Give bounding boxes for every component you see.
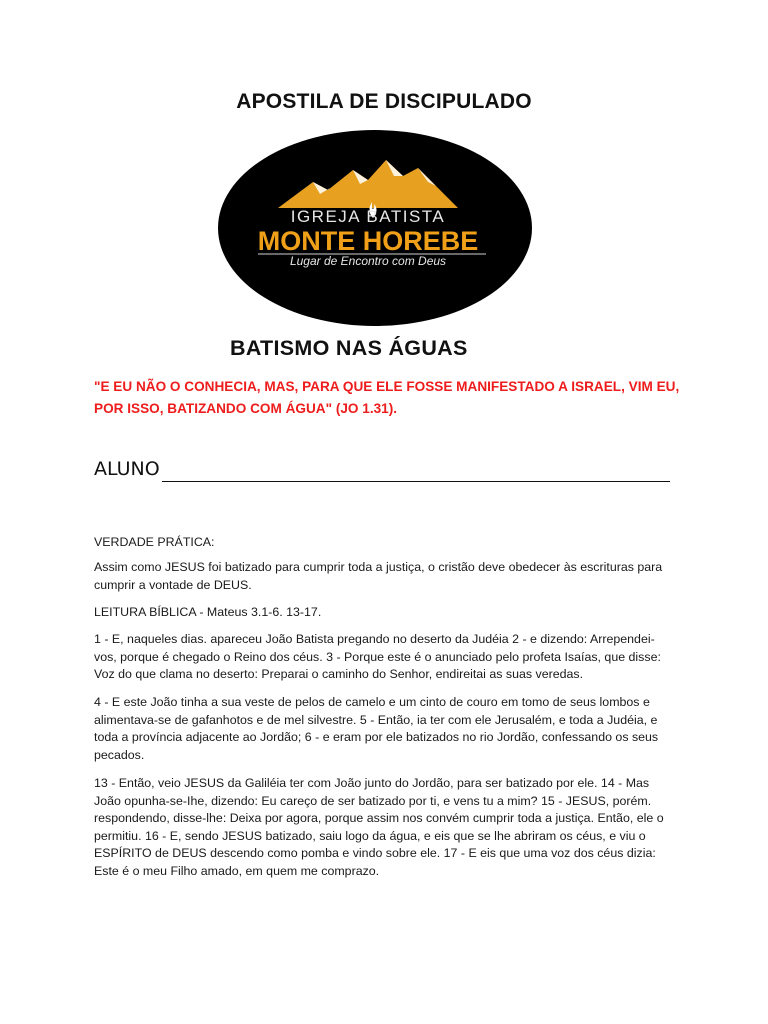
- verdade-pratica-label: VERDADE PRÁTICA:: [94, 535, 215, 549]
- scripture-paragraph-2: 4 - E este João tinha a sua veste de pelos de camelo e um cinto de couro em tomo de seus lombos e alimentava-se de gafanhotos e de mel silvestre. 5 - Então, ia ter com ele Jerusalém, e toda a Judéia, e toda a província adjacente ao Jordão; 6 - e eram por ele batizados no rio Jordão, confessando os seus pecados.: [94, 695, 659, 762]
- scripture-paragraph-1: 1 - E, naqueles dias. apareceu João Batista pregando no deserto da Judéia 2 - e dizendo: Arrependei-vos, porque é chegado o Reino dos céus. 3 - Porque este é o anunciado pelo profeta Isaías, que disse: Voz do que clama no deserto: Preparai o caminho do Senhor, endireitai as suas veredas.: [94, 632, 661, 681]
- bible-verse-quote: "E EU NÃO O CONHECIA, MAS, PARA QUE ELE FOSSE MANIFESTADO A ISRAEL, VIM EU, POR ISSO, BATIZANDO COM ÁGUA" (JO 1.31).: [94, 379, 680, 416]
- verdade-pratica-text: Assim como JESUS foi batizado para cumprir toda a justiça, o cristão deve obedecer às escrituras para cumprir a vontade de DEUS.: [94, 560, 663, 592]
- section-title: BATISMO NAS ÁGUAS: [230, 336, 468, 360]
- logo-line3: Lugar de Encontro com Deus: [289, 254, 447, 268]
- church-logo-graphic: [218, 130, 532, 326]
- scripture-paragraph-3: 13 - Então, veio JESUS da Galiléia ter com João junto do Jordão, para ser batizado por ele. 14 - Mas João opunha-se-Ihe, dizendo: Eu careço de ser batizado por ti, e vens tu a mim? 15 - JESUS, porém. respondendo, disse-lhe: Deixa por agora, porque assim nos convém cumprir toda a justiça. Então, ele o permitiu. 16 - E, sendo JESUS batizado, saiu logo da água, e eis que se lhe abriram os céus, e viu o ESPÍRITO de DEUS descendo como pomba e vindo sobre ele. 17 - E eis que uma voz dos céus dizia: Este é o meu Filho amado, em quem me comprazo.: [94, 776, 664, 878]
- student-label: ALUNO: [94, 458, 160, 480]
- logo-line1: IGREJA BATISTA: [290, 207, 446, 226]
- student-name-blank-line: [162, 481, 670, 482]
- logo-line2: MONTE HOREBE: [257, 226, 479, 256]
- page-title: APOSTILA DE DISCIPULADO: [236, 90, 532, 113]
- leitura-biblica: LEITURA BÍBLICA - Mateus 3.1-6. 13-17.: [94, 605, 322, 619]
- church-logo: [218, 130, 532, 326]
